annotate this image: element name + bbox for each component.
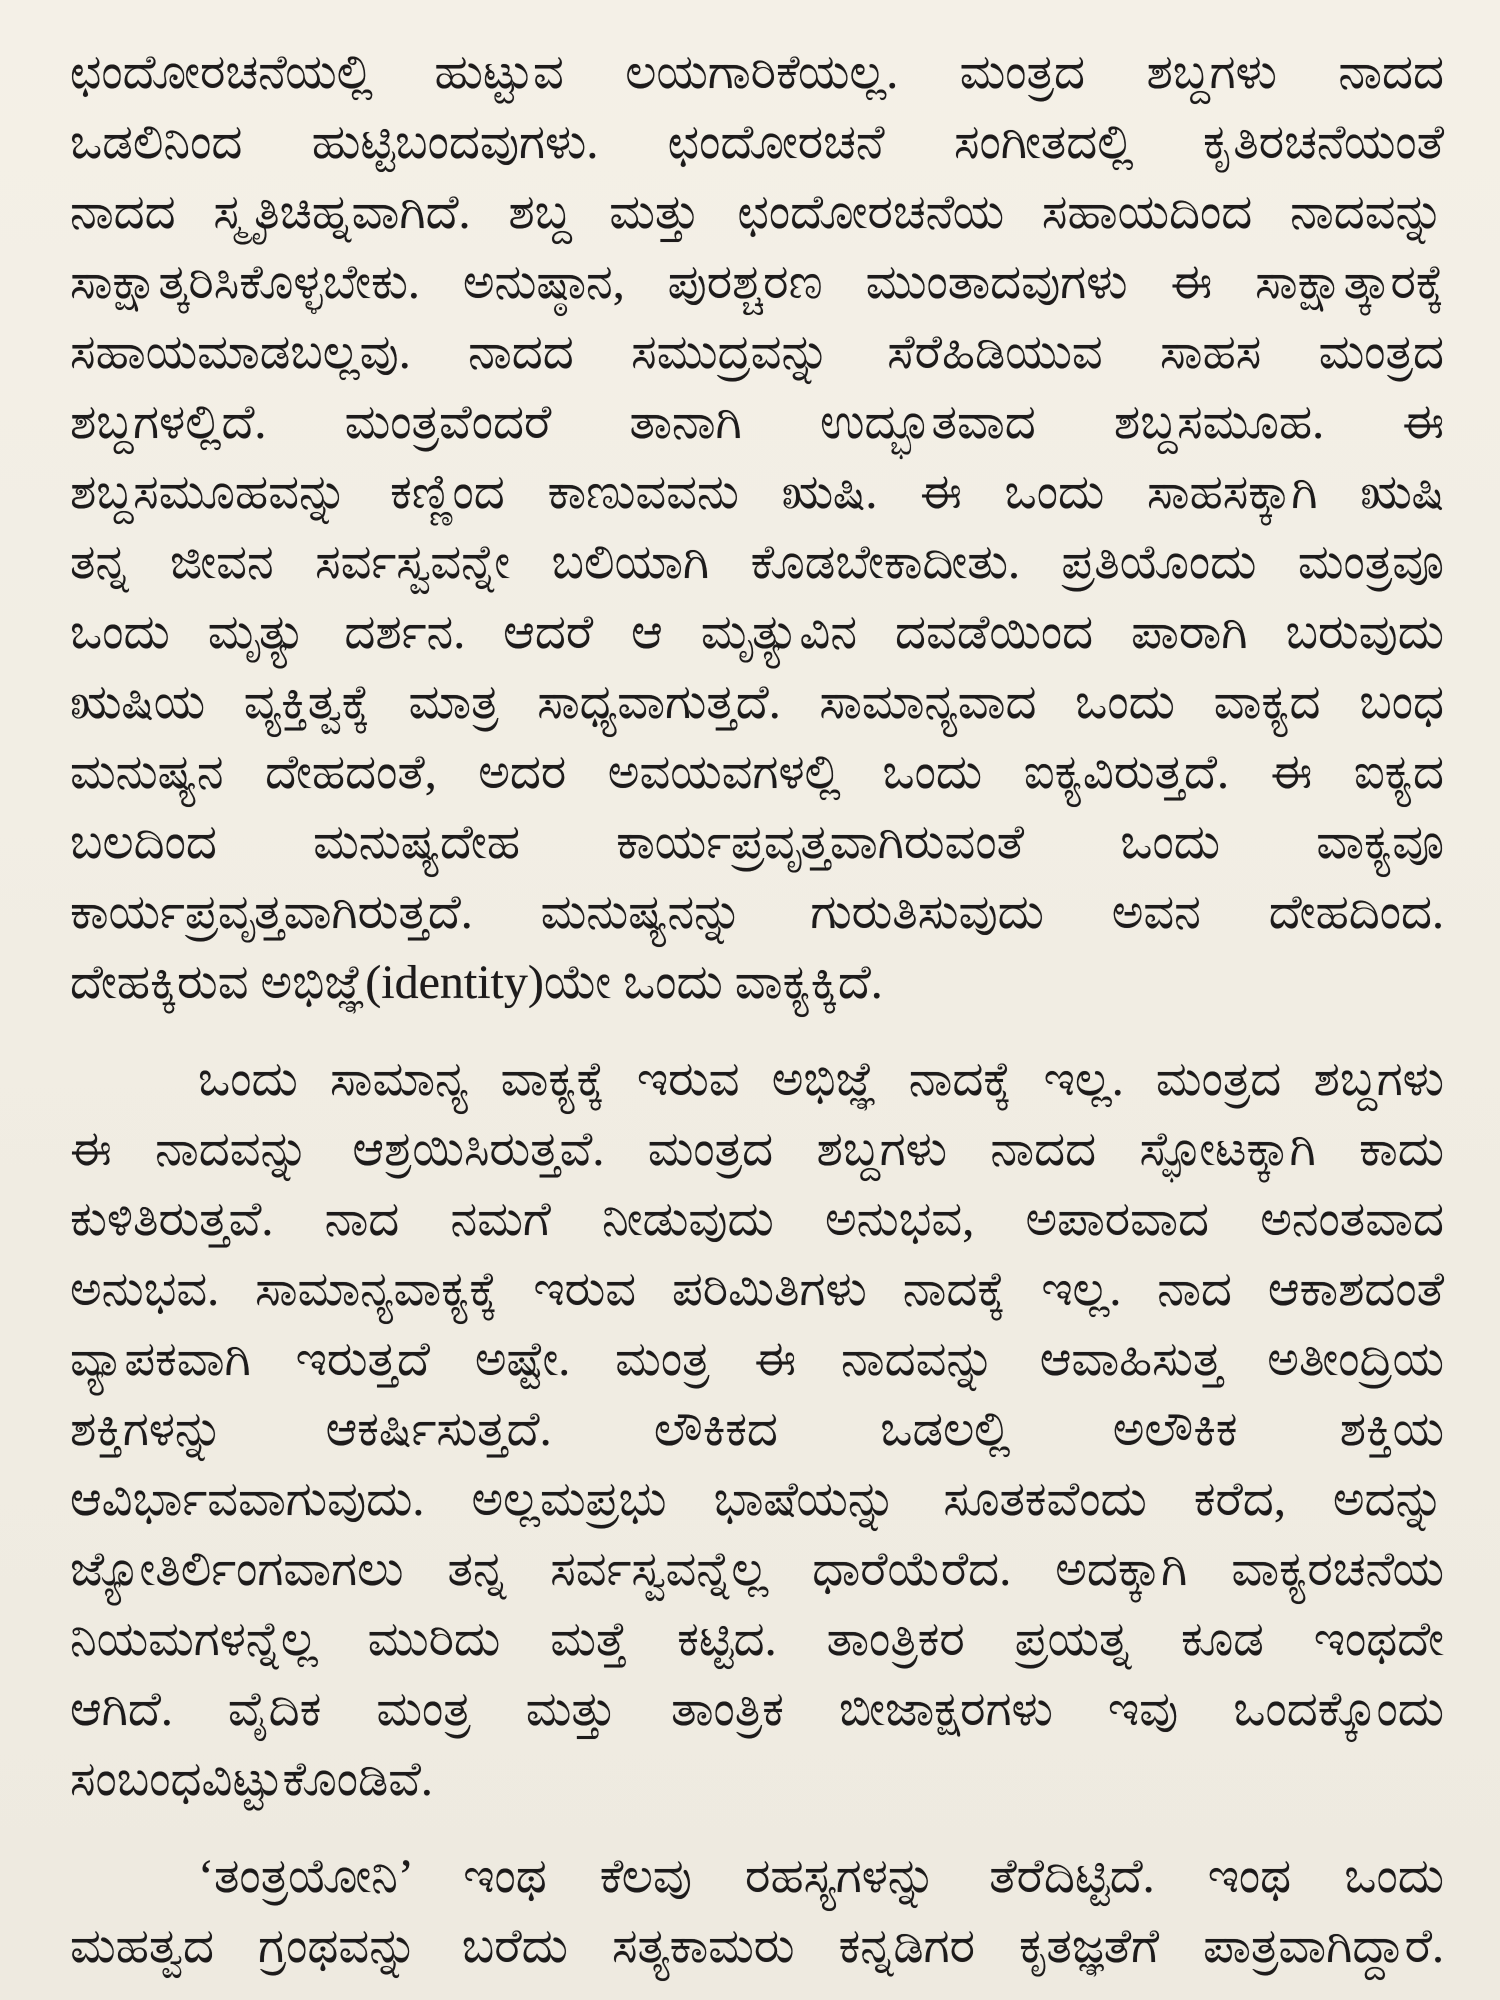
text-line: ಕುಳಿತಿರುತ್ತವೆ. ನಾದ ನಮಗೆ ನೀಡುವುದು ಅನುಭವ, ಅಪಾರವಾದ ಅನಂತವಾದ bbox=[70, 1193, 1444, 1246]
text-line: ದೇಹಕ್ಕಿರುವ ಅಭಿಜ್ಞೆ(identity)ಯೇ ಒಂದು ವಾಕ್ಯಕ್ಕಿದೆ. bbox=[70, 956, 883, 1009]
text-line: ಮನುಷ್ಯನ ದೇಹದಂತೆ, ಅದರ ಅವಯವಗಳಲ್ಲಿ ಒಂದು ಐಕ್ಯವಿರುತ್ತದೆ. ಈ ಐಕ್ಯದ bbox=[70, 746, 1444, 799]
text-line: ಆಗಿದೆ. ವೈದಿಕ ಮಂತ್ರ ಮತ್ತು ತಾಂತ್ರಿಕ ಬೀಜಾಕ್ಷರಗಳು ಇವು ಒಂದಕ್ಕೊಂದು bbox=[70, 1683, 1444, 1736]
paragraph bbox=[70, 38, 1444, 1018]
paragraph bbox=[70, 1045, 1444, 1815]
text-line: ಜ್ಯೋತಿರ್ಲಿಂಗವಾಗಲು ತನ್ನ ಸರ್ವಸ್ವವನ್ನೆಲ್ಲ ಧಾರೆಯೆರೆದ. ಅದಕ್ಕಾಗಿ ವಾಕ್ಯರಚನೆಯ bbox=[70, 1543, 1444, 1596]
text-line: ಶಬ್ದಸಮೂಹವನ್ನು ಕಣ್ಣಿಂದ ಕಾಣುವವನು ಋಷಿ. ಈ ಒಂದು ಸಾಹಸಕ್ಕಾಗಿ ಋಷಿ bbox=[70, 466, 1444, 519]
text-line: ಅನುಭವ. ಸಾಮಾನ್ಯವಾಕ್ಯಕ್ಕೆ ಇರುವ ಪರಿಮಿತಿಗಳು ನಾದಕ್ಕೆ ಇಲ್ಲ. ನಾದ ಆಕಾಶದಂತೆ bbox=[70, 1263, 1444, 1316]
text-line: ‘ತಂತ್ರಯೋನಿ’ ಇಂಥ ಕೆಲವು ರಹಸ್ಯಗಳನ್ನು ತೆರೆದಿಟ್ಟಿದೆ. ಇಂಥ ಒಂದು bbox=[198, 1850, 1444, 1903]
text-line: ಸಂಬಂಧವಿಟ್ಟುಕೊಂಡಿವೆ. bbox=[70, 1753, 433, 1806]
text-line: ಮಹತ್ವದ ಗ್ರಂಥವನ್ನು ಬರೆದು ಸತ್ಯಕಾಮರು ಕನ್ನಡಿಗರ ಕೃತಜ್ಞತೆಗೆ ಪಾತ್ರವಾಗಿದ್ದಾರೆ. bbox=[70, 1920, 1444, 1973]
text-line: ಸಹಾಯಮಾಡಬಲ್ಲವು. ನಾದದ ಸಮುದ್ರವನ್ನು ಸೆರೆಹಿಡಿಯುವ ಸಾಹಸ ಮಂತ್ರದ bbox=[70, 326, 1444, 379]
paragraph bbox=[70, 1842, 1444, 1982]
text-line: ಒಂದು ಸಾಮಾನ್ಯ ವಾಕ್ಯಕ್ಕೆ ಇರುವ ಅಭಿಜ್ಞೆ ನಾದಕ್ಕೆ ಇಲ್ಲ. ಮಂತ್ರದ ಶಬ್ದಗಳು bbox=[198, 1053, 1444, 1106]
text-line: ಈ ನಾದವನ್ನು ಆಶ್ರಯಿಸಿರುತ್ತವೆ. ಮಂತ್ರದ ಶಬ್ದಗಳು ನಾದದ ಸ್ಫೋಟಕ್ಕಾಗಿ ಕಾದು bbox=[70, 1123, 1444, 1176]
text-line: ನಿಯಮಗಳನ್ನೆಲ್ಲ ಮುರಿದು ಮತ್ತೆ ಕಟ್ಟಿದ. ತಾಂತ್ರಿಕರ ಪ್ರಯತ್ನ ಕೂಡ ಇಂಥದೇ bbox=[70, 1613, 1444, 1666]
text-line: ಸಾಕ್ಷಾತ್ಕರಿಸಿಕೊಳ್ಳಬೇಕು. ಅನುಷ್ಠಾನ, ಪುರಶ್ಚರಣ ಮುಂತಾದವುಗಳು ಈ ಸಾಕ್ಷಾತ್ಕಾರಕ್ಕೆ bbox=[70, 256, 1444, 309]
text-line: ಬಲದಿಂದ ಮನುಷ್ಯದೇಹ ಕಾರ್ಯಪ್ರವೃತ್ತವಾಗಿರುವಂತೆ ಒಂದು ವಾಕ್ಯವೂ bbox=[70, 816, 1444, 869]
text-line: ಋಷಿಯ ವ್ಯಕ್ತಿತ್ವಕ್ಕೆ ಮಾತ್ರ ಸಾಧ್ಯವಾಗುತ್ತದೆ. ಸಾಮಾನ್ಯವಾದ ಒಂದು ವಾಕ್ಯದ ಬಂಧ bbox=[70, 676, 1444, 729]
text-line: ಕಾರ್ಯಪ್ರವೃತ್ತವಾಗಿರುತ್ತದೆ. ಮನುಷ್ಯನನ್ನು ಗುರುತಿಸುವುದು ಅವನ ದೇಹದಿಂದ. bbox=[70, 886, 1444, 939]
text-line: ಛಂದೋರಚನೆಯಲ್ಲಿ ಹುಟ್ಟುವ ಲಯಗಾರಿಕೆಯಲ್ಲ. ಮಂತ್ರದ ಶಬ್ದಗಳು ನಾದದ bbox=[70, 46, 1444, 99]
text-line: ಒಡಲಿನಿಂದ ಹುಟ್ಟಿಬಂದವುಗಳು. ಛಂದೋರಚನೆ ಸಂಗೀತದಲ್ಲಿ ಕೃತಿರಚನೆಯಂತೆ bbox=[70, 116, 1444, 169]
text-line: ವ್ಯಾಪಕವಾಗಿ ಇರುತ್ತದೆ ಅಷ್ಟೇ. ಮಂತ್ರ ಈ ನಾದವನ್ನು ಆವಾಹಿಸುತ್ತ ಅತೀಂದ್ರಿಯ bbox=[70, 1333, 1444, 1386]
text-line: ತನ್ನ ಜೀವನ ಸರ್ವಸ್ವವನ್ನೇ ಬಲಿಯಾಗಿ ಕೊಡಬೇಕಾದೀತು. ಪ್ರತಿಯೊಂದು ಮಂತ್ರವೂ bbox=[70, 536, 1444, 589]
text-line: ಆವಿರ್ಭಾವವಾಗುವುದು. ಅಲ್ಲಮಪ್ರಭು ಭಾಷೆಯನ್ನು ಸೂತಕವೆಂದು ಕರೆದ, ಅದನ್ನು bbox=[70, 1473, 1444, 1526]
text-line: ಶಬ್ದಗಳಲ್ಲಿದೆ. ಮಂತ್ರವೆಂದರೆ ತಾನಾಗಿ ಉದ್ಭೂತವಾದ ಶಬ್ದಸಮೂಹ. ಈ bbox=[70, 396, 1444, 449]
text-line: ಒಂದು ಮೃತ್ಯು ದರ್ಶನ. ಆದರೆ ಆ ಮೃತ್ಯುವಿನ ದವಡೆಯಿಂದ ಪಾರಾಗಿ ಬರುವುದು bbox=[70, 606, 1444, 659]
text-line: ಶಕ್ತಿಗಳನ್ನು ಆಕರ್ಷಿಸುತ್ತದೆ. ಲೌಕಿಕದ ಒಡಲಲ್ಲಿ ಅಲೌಕಿಕ ಶಕ್ತಿಯ bbox=[70, 1403, 1444, 1456]
text-line: ನಾದದ ಸ್ಮೃತಿಚಿಹ್ನವಾಗಿದೆ. ಶಬ್ದ ಮತ್ತು ಛಂದೋರಚನೆಯ ಸಹಾಯದಿಂದ ನಾದವನ್ನು bbox=[70, 186, 1444, 239]
